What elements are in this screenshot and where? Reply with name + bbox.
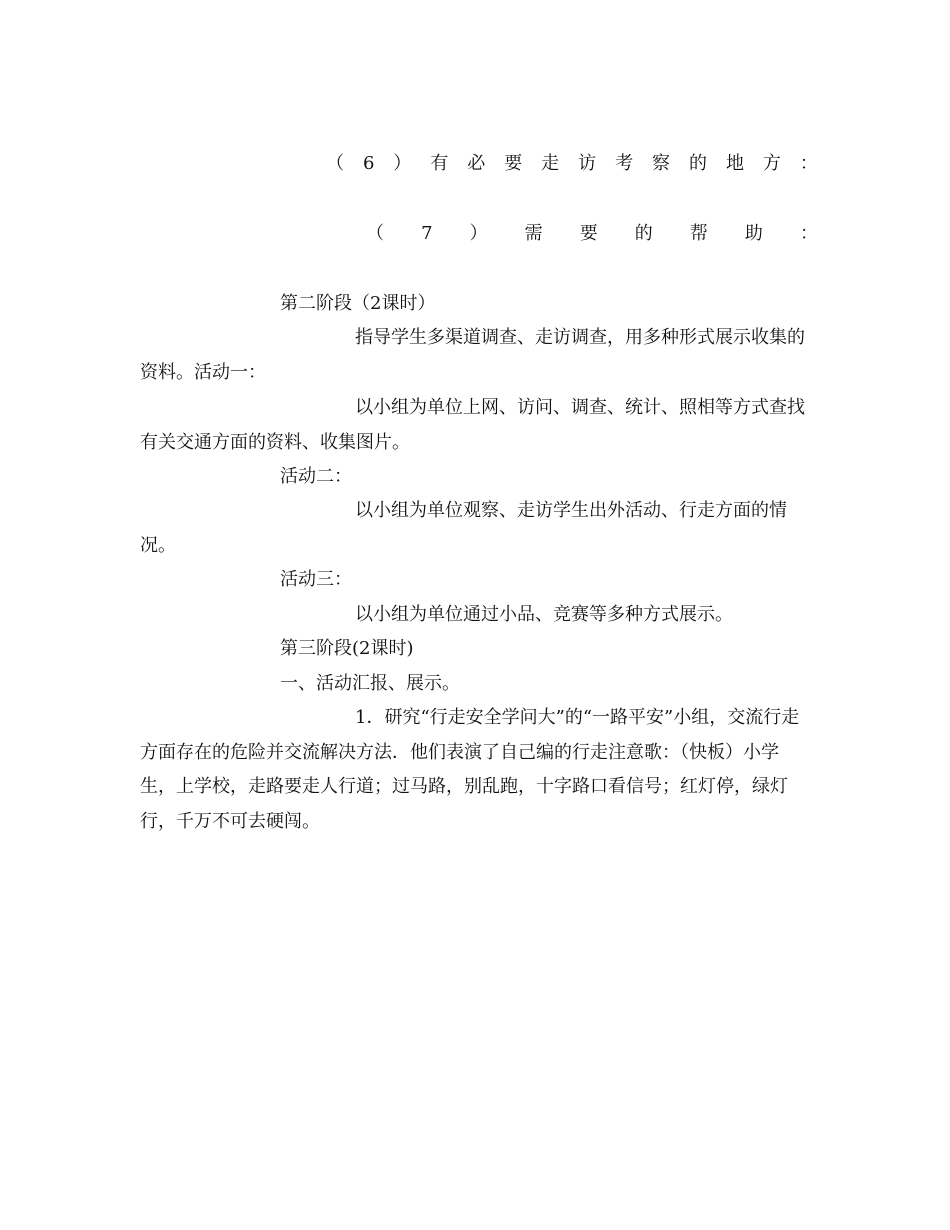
form-item-6-char: 要 — [504, 153, 523, 174]
stage3-paragraph1: 1．研究“行走安全学问大”的“一路平安”小组，交流行走方面存在的危险并交流解决方法．他们表演了自己编的行走注意歌：（快板）小学生，上学校，走路要走人行道；过马路，别乱跑，十字路口看信号；红灯停，绿灯行，千万不可去硬闯。 — [140, 707, 800, 832]
form-item-6-char: ） — [393, 153, 412, 174]
form-item-7-char: 帮 — [689, 223, 708, 244]
stage3-heading: 第三阶段(2课时) — [280, 638, 414, 659]
form-item-7-char: 助 — [744, 223, 763, 244]
form-item-6-char: 有 — [430, 153, 449, 174]
activity3-paragraph: 以小组为单位通过小品、竞赛等多种方式展示。 — [355, 604, 733, 625]
form-item-7-char: ） — [469, 223, 488, 244]
activity2-label: 活动二： — [280, 466, 352, 487]
form-item-7-char: ： — [799, 223, 818, 244]
form-item-6-char: 必 — [467, 153, 486, 174]
form-item-7-char: （ — [366, 223, 384, 244]
form-item-6-char: 方 — [762, 153, 781, 174]
activity1-paragraph: 以小组为单位上网、访问、调查、统计、照相等方式查找有关交通方面的资料、收集图片。 — [140, 397, 805, 453]
form-item-6-char: 察 — [652, 153, 671, 174]
form-item-7-char: 要 — [579, 223, 598, 244]
form-item-6-char: （ — [326, 153, 344, 174]
form-item-7 — [366, 222, 818, 246]
form-item-7-char: 的 — [634, 223, 653, 244]
form-item-6-char: 访 — [578, 153, 597, 174]
activity2-paragraph: 以小组为单位观察、走访学生出外活动、行走方面的情况。 — [140, 500, 787, 556]
form-item-7-char: 7 — [421, 223, 433, 244]
form-item-6-char: 的 — [688, 153, 707, 174]
stage3-item1: 一、活动汇报、展示。 — [280, 673, 460, 694]
activity3-label: 活动三： — [280, 569, 352, 590]
form-item-6-char: ： — [799, 153, 818, 174]
stage2-heading: 第二阶段（2课时） — [280, 293, 436, 314]
form-item-7-char: 需 — [524, 223, 543, 244]
stage2-guide-paragraph: 指导学生多渠道调查、走访调查，用多种形式展示收集的资料。活动一： — [140, 327, 805, 383]
form-item-6-char: 地 — [725, 153, 744, 174]
form-item-6-char: 走 — [541, 153, 560, 174]
form-item-6 — [326, 152, 818, 176]
form-item-6-char: 考 — [615, 153, 634, 174]
form-item-6-char: 6 — [362, 153, 375, 174]
